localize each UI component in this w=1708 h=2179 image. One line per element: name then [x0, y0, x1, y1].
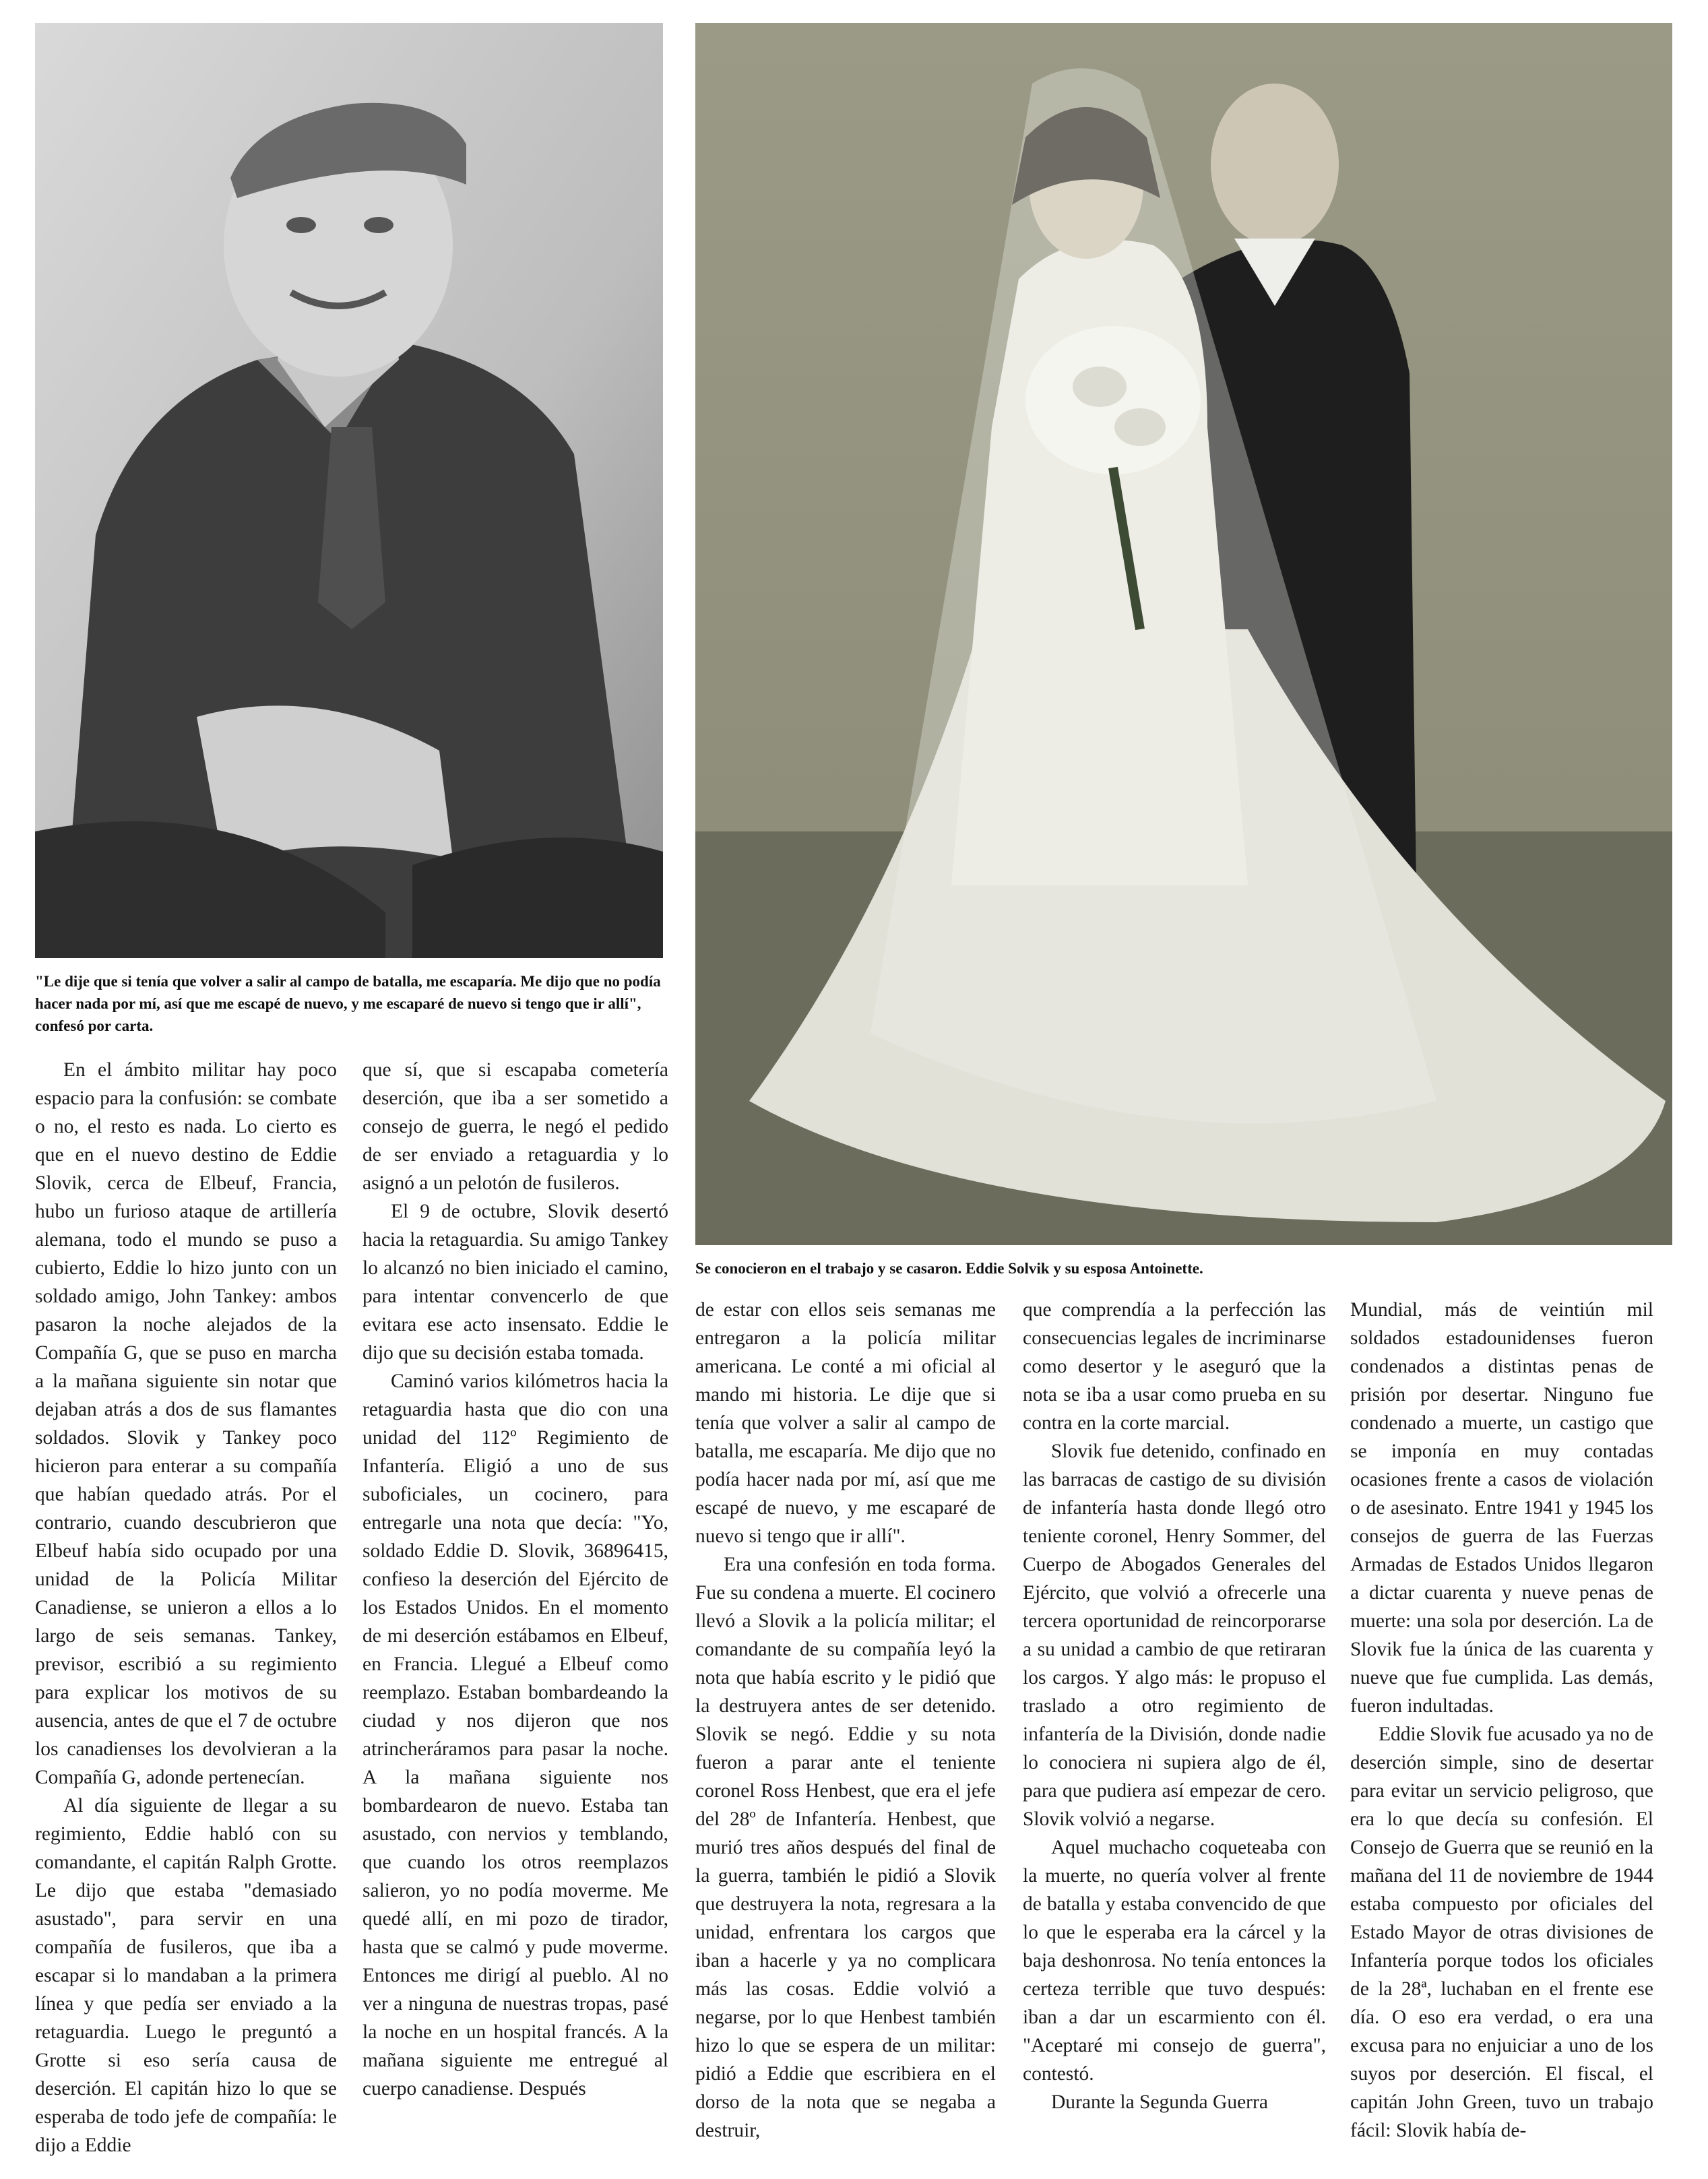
wedding-photo-caption: Se conocieron en el trabajo y se casaron. Eddie Solvik y su esposa Antoinette. [695, 1260, 1203, 1277]
article-column-4 [1023, 1296, 1326, 2179]
article-column-5 [1350, 1296, 1653, 2179]
paragraph: Slovik fue detenido, confinado en las barracas de castigo de su división de infantería hasta donde llegó otro teniente coronel, Henry Sommer, del Cuerpo de Abogados Generales del Ejército, que volvió a ofrecerle una tercera oportunidad de reincorporarse a su unidad a cambio de que retiraran los cargos. Y algo más: le propuso el traslado a otro regimiento de infantería de la División, donde nadie lo conociera ni supiera algo de él, para que pudiera así empezar de cero. Slovik volvió a negarse. [1023, 1441, 1326, 1830]
paragraph: que comprendía a la perfección las consecuencias legales de incriminarse como desertor y le aseguró que la nota se iba a usar como prueba en su contra en la corte marcial. [1023, 1299, 1326, 1434]
paragraph: Caminó varios kilómetros hacia la retaguardia hasta que dio con una unidad del 112º Regimiento de Infantería. Eligió a uno de sus suboficiales, un cocinero, para entregarle una nota que decía: "Yo, soldado Eddie D. Slovik, 36896415, confieso la deserción del Ejército de los Estados Unidos. En el momento de mi deserción estábamos en Elbeuf, en Francia. Llegué a Elbeuf como reemplazo. Estaban bombardeando la ciudad y nos dijeron que nos atrincheráramos para pasar la noche. A la mañana siguiente nos bombardearon de nuevo. Estaba tan asustado, con nervios y temblando, que cuando los otros reemplazos salieron, yo no podía moverme. Me quedé allí, en mi pozo de tirador, hasta que se calmó y pude moverme. Entonces me dirigí al pueblo. Al no ver a ninguna de nuestras tropas, pasé la noche en un hospital francés. A la mañana siguiente me entregué al cuerpo canadiense. Después [362, 1370, 668, 2099]
paragraph: Era una confesión en toda forma. Fue su condena a muerte. El cocinero llevó a Slovik a la policía militar; el comandante de su compañía leyó la nota que había escrito y le pidió que la destruyera antes de ser detenido. Slovik se negó. Eddie y su nota fueron a parar ante el teniente coronel Ross Henbest, que era el jefe del 28º de Infantería. Henbest, que murió tres años después del final de la guerra, también le pidió a Slovik que destruyera la nota, regresara a la unidad, enfrentara los cargos que iban a hacerle y ya no complicara más las cosas. Eddie volvió a negarse, por lo que Henbest también hizo lo que se espera de un militar: pidió a Eddie que escribiera en el dorso de la nota que se negaba a destruir, [695, 1554, 996, 2141]
paragraph: de estar con ellos seis semanas me entregaron a la policía militar americana. Le conté a mi oficial al mando mi historia. Le dije que si tenía que volver a salir al campo de batalla, me escaparía. Me dijo que no podía hacer nada por mí, así que me escapé de nuevo, y me escaparé de nuevo si tengo que ir allí". [695, 1299, 996, 1547]
paragraph: El 9 de octubre, Slovik desertó hacia la retaguardia. Su amigo Tankey lo alcanzó no bien iniciado el camino, para intentar convencerlo de que evitara ese acto insensato. Eddie le dijo que su decisión estaba tomada. [362, 1201, 668, 1364]
paragraph: Al día siguiente de llegar a su regimiento, Eddie habló con su comandante, el capitán Ralph Grotte. Le dijo que estaba "demasiado asustado", para servir en una compañía de fusileros, que iba a escapar si lo mandaban a la primera línea y que pedía ser enviado a la retaguardia. Luego le preguntó a Grotte si eso sería causa de deserción. El capitán hizo lo que se esperaba de todo jefe de compañía: le dijo a Eddie [35, 1795, 337, 2156]
paragraph: Eddie Slovik fue acusado ya no de deserción simple, sino de desertar para evitar un servicio peligroso, que era lo que decía su confesión. El Consejo de Guerra que se reunió en la mañana del 11 de noviembre de 1944 estaba compuesto por oficiales del Estado Mayor de otras divisiones de Infantería porque todos los oficiales de la 28ª, luchaban en el frente ese día. O eso era verdad, o era una excusa para no enjuiciar a uno de los suyos por deserción. El fiscal, el capitán John Green, tuvo un trabajo fácil: Slovik había de- [1350, 1724, 1653, 2141]
paragraph: Durante la Segunda Guerra [1051, 2091, 1268, 2113]
paragraph: que sí, que si escapaba cometería deserción, que iba a ser sometido a consejo de guerra, le negó el pedido de ser enviado a retaguardia y lo asignó a un pelotón de fusileros. [362, 1059, 668, 1194]
paragraph: Mundial, más de veintiún mil soldados estadounidenses fueron condenados a distintas penas de prisión por desertar. Ninguno fue condenado a muerte, un castigo que se imponía en muy contadas ocasiones frente a casos de violación o de asesinato. Entre 1941 y 1945 los consejos de guerra de las Fuerzas Armadas de Estados Unidos llegaron a dictar cuarenta y nueve penas de muerte: una sola por deserción. La de Slovik fue la única de las cuarenta y nueve que fue cumplida. Las demás, fueron indultadas. [1350, 1299, 1653, 1717]
paragraph: Aquel muchacho coqueteaba con la muerte, no quería volver al frente de batalla y estaba convencido de que lo que le esperaba era la cárcel y la baja deshonrosa. No tenía entonces la certeza terrible que tuvo después: iban a dar un escarmiento con él. "Aceptaré mi consejo de guerra", contestó. [1023, 1837, 1326, 2085]
article-column-2 [362, 1056, 668, 2179]
soldier-photo-caption: "Le dije que si tenía que volver a salir al campo de batalla, me escaparía. Me dijo que no podía hacer nada por mí, así que me escapé de nuevo, y me escaparé de nuevo si tengo que ir allí", confesó por carta. [35, 973, 661, 1034]
article-column-1 [35, 1056, 337, 2179]
article-column-3 [695, 1296, 996, 2179]
paragraph: En el ámbito militar hay poco espacio para la confusión: se combate o no, el resto es nada. Lo cierto es que en el nuevo destino de Eddie Slovik, cerca de Elbeuf, Francia, hubo un furioso ataque de artillería alemana, todo el mundo se puso a cubierto, Eddie lo hizo junto con un soldado amigo, John Tankey: ambos pasaron la noche alejados de la Compañía G, que se puso en marcha a la mañana siguiente sin notar que dejaban atrás a dos de sus flamantes soldados. Slovik y Tankey poco hicieron para enterar a su compañía que habían quedado atrás. Por el contrario, cuando descubrieron que Elbeuf había sido ocupado por una unidad de la Policía Militar Canadiense, se unieron a ellos a lo largo de seis semanas. Tankey, previsor, escribió a su regimiento para explicar los motivos de su ausencia, antes de que el 7 de octubre los canadienses los devolvieran a la Compañía G, adonde pertenecían. [35, 1059, 337, 1788]
soldier-photo [35, 23, 663, 958]
wedding-photo [695, 23, 1672, 1245]
